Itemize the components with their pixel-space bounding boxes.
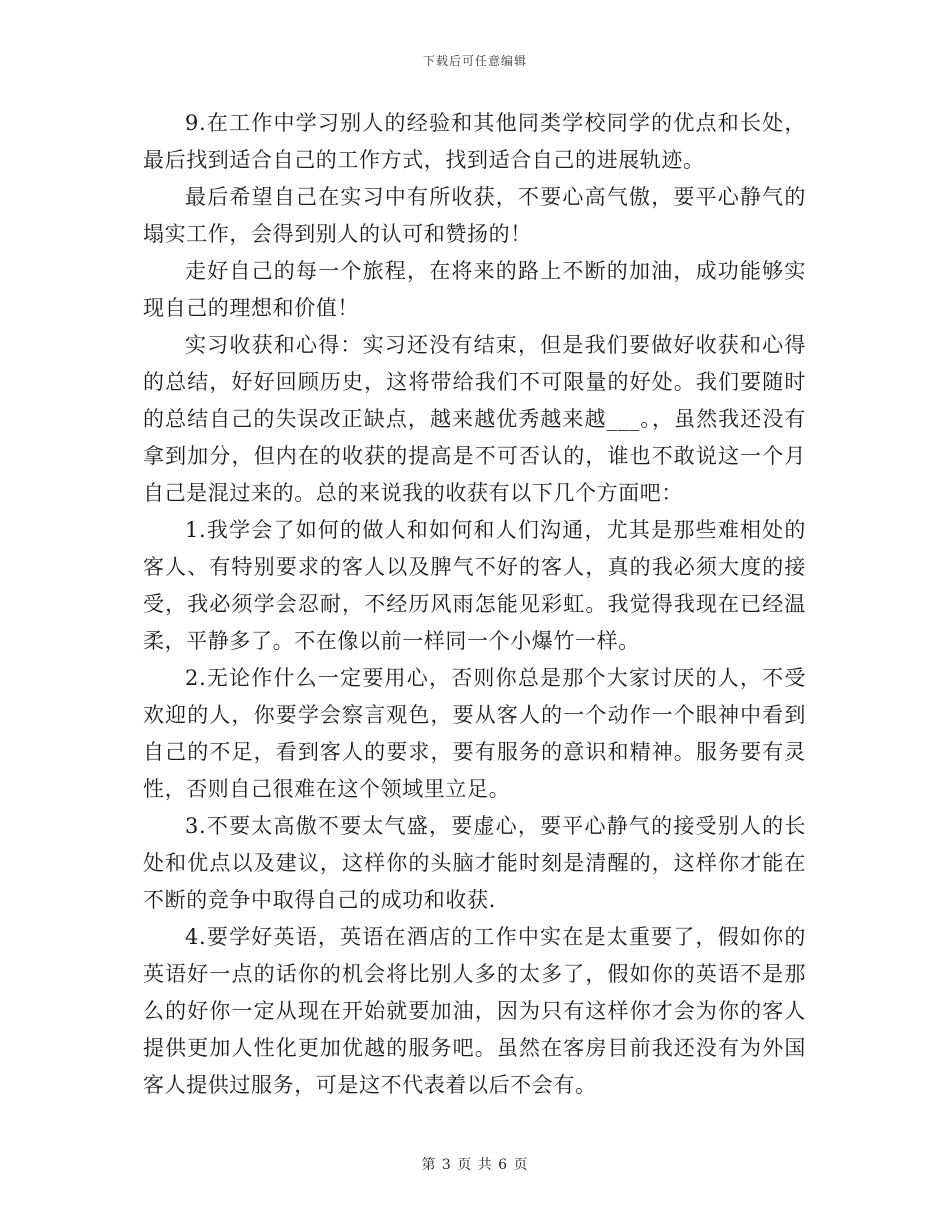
paragraph: 最后希望自己在实习中有所收获，不要心高气傲，要平心静气的塌实工作，会得到别人的认可和赞扬的！ [143,185,806,246]
paragraph: 实习收获和心得：实习还没有结束，但是我们要做好收获和心得的总结，好好回顾历史，这将带给我们不可限量的好处。我们要随时的总结自己的失误改正缺点，越来越优秀越来越___。，虽然我还没有拿到加分，但内在的收获的提高是不可否认的，谁也不敢说这一个月自己是混过来的。总的来说我的收获有以下几个方面吧： [143,333,806,505]
paragraph: 4.要学好英语，英语在酒店的工作中实在是太重要了，假如你的英语好一点的话你的机会将比别人多的太多了，假如你的英语不是那么的好你一定从现在开始就要加油，因为只有这样你才会为你的客人提供更加人性化更加优越的服务吧。虽然在客房目前我还没有为外国客人提供过服务，可是这不代表着以后不会有。 [143,925,806,1097]
paragraph: 9.在工作中学习别人的经验和其他同类学校同学的优点和长处，最后找到适合自己的工作方式，找到适合自己的进展轨迹。 [143,111,806,172]
paragraph: 1.我学会了如何的做人和如何和人们沟通，尤其是那些难相处的客人、有特别要求的客人以及脾气不好的客人，真的我必须大度的接受，我必须学会忍耐，不经历风雨怎能见彩虹。我觉得我现在已经温柔，平静多了。不在像以前一样同一个小爆竹一样。 [143,518,806,653]
document-body [143,105,806,1104]
paragraph: 2.无论作什么一定要用心，否则你总是那个大家讨厌的人，不受欢迎的人，你要学会察言观色，要从客人的一个动作一个眼神中看到自己的不足，看到客人的要求，要有服务的意识和精神。服务要有灵性，否则自己很难在这个领域里立足。 [143,666,806,801]
paragraph: 3.不要太高傲不要太气盛，要虚心，要平心静气的接受别人的长处和优点以及建议，这样你的头脑才能时刻是清醒的，这样你才能在不断的竞争中取得自己的成功和收获. [143,814,806,912]
page-header: 下载后可任意编辑 [422,54,527,68]
paragraph: 走好自己的每一个旅程，在将来的路上不断的加油，成功能够实现自己的理想和价值！ [143,259,806,320]
page-number-footer: 第 3 页 共 6 页 [421,1157,529,1173]
